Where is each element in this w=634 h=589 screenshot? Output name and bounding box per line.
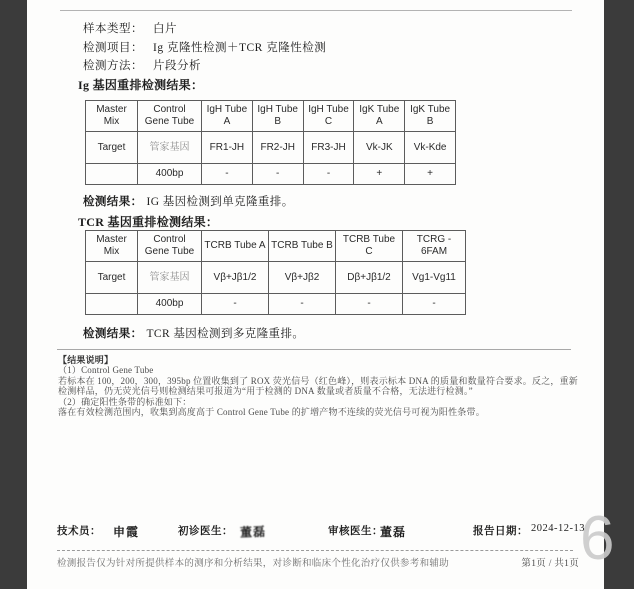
cell: IgH Tube A [202, 101, 253, 132]
cell: IgH Tube B [252, 101, 303, 132]
tcr-result-label: 检测结果： [83, 328, 143, 340]
ig-result-line [83, 193, 294, 209]
cell: 管家基因 [138, 262, 202, 294]
review-doctor-name: 董磊 [380, 525, 407, 539]
ig-table-target-row [86, 132, 456, 164]
cell: Target [86, 132, 138, 164]
report-page [27, 0, 604, 589]
cell: + [405, 164, 456, 185]
test-method-row [83, 57, 326, 76]
tcr-table-target-row [86, 262, 466, 294]
cell: - [336, 294, 403, 315]
cell: Vk-Kde [405, 132, 456, 164]
cell: IgK Tube A [354, 101, 405, 132]
cell: IgH Tube C [303, 101, 354, 132]
ig-table-header-row [86, 101, 456, 132]
sample-type-label: 样本类型： [83, 23, 143, 35]
cell [86, 294, 138, 315]
test-method-value: 片段分析 [153, 60, 201, 72]
sample-info [83, 20, 326, 76]
cell: Master Mix [86, 101, 138, 132]
page-footer [57, 555, 579, 569]
signature-row [27, 523, 604, 545]
tcr-table-header-row [86, 231, 466, 262]
cell: Vβ+Jβ2 [269, 262, 336, 294]
cell: Vg1-Vg11 [403, 262, 466, 294]
page-number: 第1页 / 共1页 [521, 559, 579, 569]
notes-line: （2）确定阳性条带的标准如下： [58, 396, 192, 407]
cell: - [403, 294, 466, 315]
sample-type-value: 白片 [153, 23, 177, 35]
cell: TCRB Tube B [269, 231, 336, 262]
cell: FR2-JH [252, 132, 303, 164]
report-date-label: 报告日期： [473, 526, 528, 537]
ig-result-label: 检测结果： [83, 196, 143, 208]
tcr-result-text: TCR 基因检测到多克隆重排。 [146, 328, 305, 340]
ig-section-heading: Ig 基因重排检测结果： [78, 78, 204, 92]
review-doctor-label: 审核医生： [328, 526, 383, 537]
notes-title: 【结果说明】 [58, 355, 114, 365]
ig-result-text: IG 基因检测到单克隆重排。 [146, 196, 294, 208]
notes-line: （1）Control Gene Tube [58, 365, 154, 376]
cell: Control Gene Tube [138, 101, 202, 132]
cell: - [269, 294, 336, 315]
first-doctor-signature: 董磊 [239, 524, 267, 540]
notes-line: 落在有效检测范围内，收集到高度高于 Control Gene Tube 的扩增产物不连续的荧光信号可视为阳性条带。 [58, 407, 485, 418]
notes-line: 检测样品，仍无荧光信号则检测结果可报道为“用于检测的 DNA 数量或者质量不合格，无法进行检测。” [58, 386, 473, 397]
cell: - [303, 164, 354, 185]
cell: Vk-JK [354, 132, 405, 164]
ig-rearrangement-table [85, 100, 456, 185]
test-item-value: Ig 克隆性检测＋TCR 克隆性检测 [153, 41, 327, 54]
watermark-digit: 6 [580, 504, 615, 573]
tcr-table-bp-row [86, 294, 466, 315]
test-item-label: 检测项目： [83, 41, 143, 54]
cell: 管家基因 [138, 132, 202, 164]
cell: Dβ+Jβ1/2 [336, 262, 403, 294]
cell: Control Gene Tube [138, 231, 202, 262]
cell: Master Mix [86, 231, 138, 262]
footer-dashed-rule [57, 550, 573, 551]
top-rule [60, 10, 572, 11]
cell: TCRB Tube A [202, 231, 269, 262]
result-notes [58, 355, 582, 417]
report-date-value: 2024-12-13 [531, 523, 585, 534]
cell: FR1-JH [202, 132, 253, 164]
cell: - [202, 294, 269, 315]
cell: IgK Tube B [405, 101, 456, 132]
first-doctor-label: 初诊医生： [178, 526, 233, 537]
cell: 400bp [138, 294, 202, 315]
test-item-row [83, 39, 326, 58]
tcr-section-heading: TCR 基因重排检测结果： [78, 215, 219, 229]
cell: TCRB Tube C [336, 231, 403, 262]
ig-table-bp-row [86, 164, 456, 185]
technician-label: 技术员： [57, 526, 101, 537]
tcr-rearrangement-table [85, 230, 466, 315]
test-method-label: 检测方法： [83, 60, 143, 72]
footer-disclaimer: 检测报告仅为针对所提供样本的测序和分析结果，对诊断和临床个性化治疗仅供参考和辅助 [57, 559, 450, 569]
cell: 400bp [138, 164, 202, 185]
cell [86, 164, 138, 185]
notes-line: 若标本在 100，200，300，395bp 位置收集到了 ROX 荧光信号（红色峰），则表示标本 DNA 的质量和数量符合要求。反之，重新 [58, 375, 579, 386]
cell: Vβ+Jβ1/2 [202, 262, 269, 294]
tcr-result-line [83, 325, 304, 341]
cell: Target [86, 262, 138, 294]
cell: - [202, 164, 253, 185]
notes-divider [57, 349, 571, 350]
cell: - [252, 164, 303, 185]
sample-type-row [83, 20, 326, 39]
cell: FR3-JH [303, 132, 354, 164]
cell: + [354, 164, 405, 185]
cell: TCRG - 6FAM [403, 231, 466, 262]
technician-name: 申霞 [113, 525, 140, 539]
